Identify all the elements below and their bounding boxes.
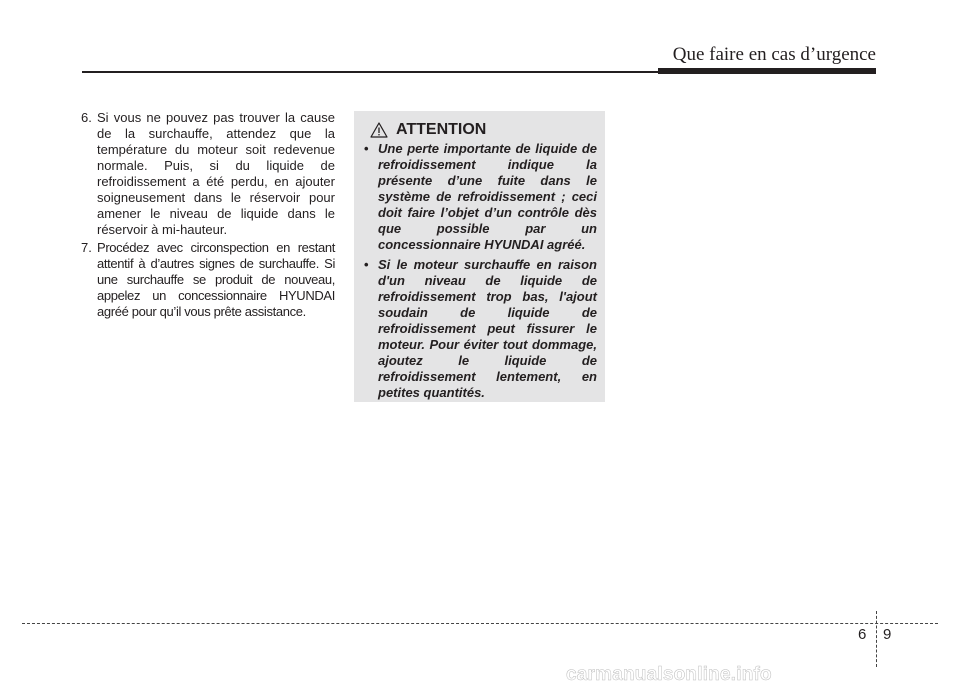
attention-box	[354, 111, 605, 402]
attention-header	[370, 121, 597, 139]
bullet-dot: •	[364, 141, 369, 156]
attention-bullet-1	[364, 141, 597, 253]
instructions-column	[81, 110, 335, 322]
attention-title: ATTENTION	[396, 121, 487, 138]
instruction-number: 6.	[81, 110, 92, 125]
page-number: 9	[883, 626, 892, 643]
header-rule-accent	[658, 68, 876, 74]
footer-rule	[22, 623, 938, 624]
instruction-text: Si vous ne pouvez pas trouver la cause de la surchauffe, attendez que la température du moteur soit redevenue normale. Puis, si du liquide de refroidissement a été perdu, en ajouter soigneusement dans le réservoir pour amener le niveau de liquide dans le réservoir à mi-hauteur.	[97, 110, 335, 237]
header-rule	[82, 71, 660, 73]
warning-triangle-icon	[370, 122, 388, 138]
page-number-separator	[876, 611, 877, 667]
bullet-dot: •	[364, 257, 369, 272]
instruction-item-6	[81, 110, 335, 238]
attention-bullet-2	[364, 257, 597, 401]
instruction-number: 7.	[81, 240, 92, 255]
section-title: Que faire en cas d’urgence	[672, 44, 876, 65]
instruction-item-7	[81, 240, 335, 320]
attention-bullet-text: Une perte importante de liquide de refroidissement indique la présente d’une fuite dans le système de refroidissement ; ceci doit faire l’objet d’un contrôle dès que possible par un concessionnaire HYUNDAI agréé.	[378, 141, 597, 252]
chapter-number: 6	[858, 626, 867, 643]
attention-bullet-text: Si le moteur surchauffe en raison d'un niveau de liquide de refroidissement trop bas, l'ajout soudain de liquide de refroidissement peut fissurer le moteur. Pour éviter tout dommage, ajoutez le liquide de refroidissement lentement, en petites quantités.	[378, 257, 597, 400]
watermark: carmanualsonline.info	[566, 664, 772, 685]
instruction-text: Procédez avec circonspection en restant attentif à d’autres signes de surchauffe. Si une surchauffe se produit de nouveau, appelez un concessionnaire HYUNDAI agréé pour qu’il vous prête assistance.	[97, 240, 335, 319]
